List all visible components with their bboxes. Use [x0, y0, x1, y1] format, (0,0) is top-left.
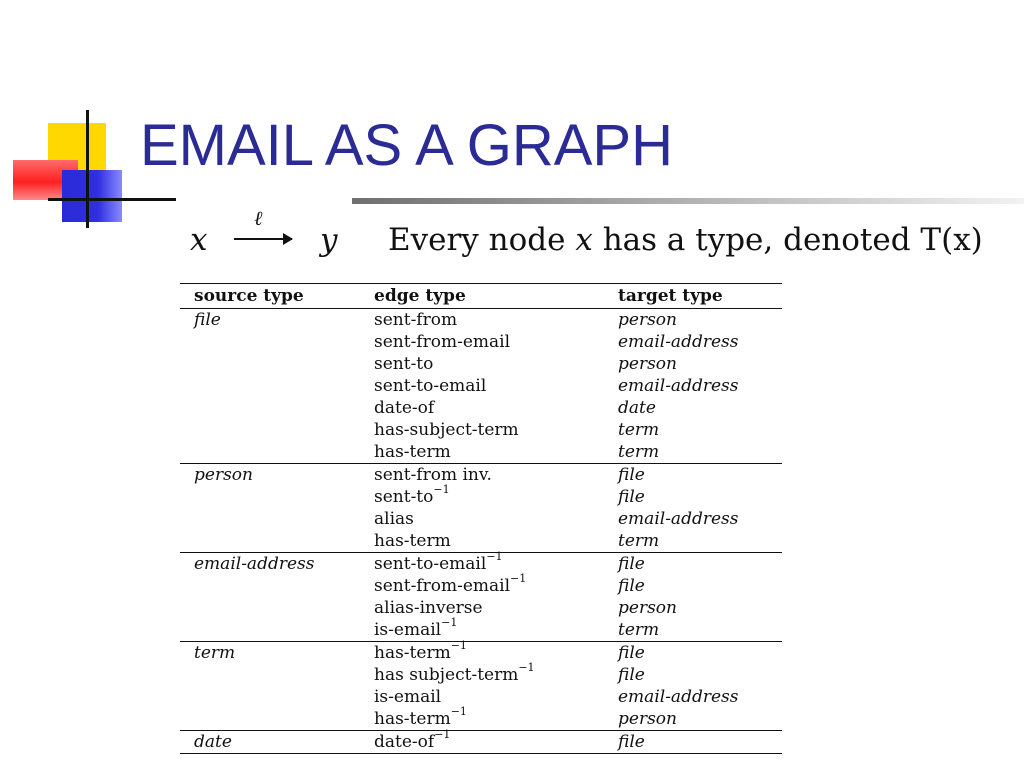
inverse-superscript: −1 [510, 572, 527, 586]
target-type-cell: email-address [618, 332, 739, 352]
table-row [180, 553, 782, 576]
target-type-cell: file [618, 665, 645, 685]
edge-type-cell [360, 530, 604, 553]
target-type-cell: email-address [618, 687, 739, 707]
header-target-type: target type [618, 286, 723, 306]
edge-type-label: sent-to [374, 354, 434, 374]
source-type-cell: file [194, 310, 221, 330]
table-row [180, 708, 782, 731]
edge-type-label: alias [374, 509, 414, 529]
edge-type-cell [360, 686, 604, 708]
description-post: has a type, denoted T(x) [592, 222, 983, 258]
edge-type-label: sent-to-email [374, 376, 487, 396]
table-row [180, 619, 782, 642]
edge-type-label: sent-from-email [374, 576, 511, 596]
edge-type-label: has-term [374, 643, 451, 663]
edge-type-label: sent-from [374, 310, 458, 330]
decorative-horizontal-line-left [48, 198, 176, 201]
target-type-cell: person [618, 354, 677, 374]
source-type-cell [180, 441, 360, 464]
inverse-superscript: −1 [441, 616, 458, 630]
table-group [180, 464, 782, 553]
edge-type-label: date-of [374, 732, 435, 752]
target-type-cell: date [618, 398, 656, 418]
edge-type-cell [360, 464, 604, 487]
target-type-cell: file [618, 465, 645, 485]
source-type-cell [180, 397, 360, 419]
source-type-cell: date [194, 732, 232, 752]
edge-type-label: sent-from-email [374, 332, 511, 352]
edge-type-label: is-email [374, 687, 442, 707]
description-variable: x [575, 222, 593, 258]
edge-type-cell [360, 728, 604, 754]
table-row [180, 508, 782, 530]
source-type-cell [180, 575, 360, 597]
edge-type-label: date-of [374, 398, 435, 418]
type-description [388, 222, 983, 258]
edge-type-label: has-term [374, 709, 451, 729]
target-type-cell: file [618, 576, 645, 596]
edge-formula [190, 206, 1020, 264]
source-type-cell [180, 619, 360, 642]
table-row [180, 731, 782, 754]
table-row [180, 530, 782, 553]
edge-type-label: has-subject-term [374, 420, 519, 440]
target-type-cell: person [618, 709, 677, 729]
source-type-cell [180, 331, 360, 353]
edge-type-cell [360, 705, 604, 731]
source-type-cell [180, 597, 360, 619]
table-group [180, 728, 782, 754]
table-row [180, 664, 782, 686]
edge-type-label: is-email [374, 620, 442, 640]
inverse-superscript: −1 [486, 550, 503, 564]
target-type-cell: person [618, 310, 677, 330]
edge-type-cell [360, 508, 604, 530]
table-row [180, 419, 782, 441]
title-underline [352, 198, 1024, 204]
inverse-superscript: −1 [450, 705, 467, 719]
table-group [180, 309, 782, 464]
target-type-cell: term [618, 420, 660, 440]
edge-type-cell [360, 375, 604, 397]
table-row [180, 441, 782, 464]
edge-type-cell [360, 661, 604, 686]
table-row [180, 309, 782, 332]
target-type-cell: file [618, 643, 645, 663]
edge-type-cell [360, 616, 604, 642]
table-group [180, 550, 782, 642]
arrow-icon [234, 238, 292, 240]
inverse-superscript: −1 [433, 483, 450, 497]
edge-type-label: sent-to-email [374, 554, 487, 574]
edge-type-cell [360, 309, 604, 332]
edge-type-label: sent-to [374, 487, 434, 507]
table-row [180, 353, 782, 375]
edge-type-cell [360, 419, 604, 441]
table-row [180, 597, 782, 619]
edge-type-table [180, 283, 782, 754]
target-type-cell: file [618, 487, 645, 507]
table-row [180, 486, 782, 508]
header-source-type: source type [194, 286, 304, 306]
table-row [180, 397, 782, 419]
edge-type-cell [360, 331, 604, 353]
slide-title: EMAIL AS A GRAPH [140, 113, 673, 178]
edge-type-cell [360, 639, 604, 665]
source-type-cell [180, 664, 360, 686]
target-type-cell: file [618, 732, 645, 752]
target-type-cell: email-address [618, 376, 739, 396]
table-row [180, 575, 782, 597]
source-type-cell [180, 486, 360, 508]
source-variable: x [190, 222, 208, 258]
description-pre: Every node [388, 222, 576, 258]
edge-type-label: has-term [374, 531, 451, 551]
table-group [180, 639, 782, 731]
edge-type-label: sent-from inv. [374, 465, 492, 485]
table-row [180, 464, 782, 487]
edge-type-label: has subject-term [374, 665, 519, 685]
table-header-row [180, 284, 782, 309]
target-type-cell: file [618, 554, 645, 574]
source-type-cell [180, 686, 360, 708]
decorative-vertical-line [86, 110, 89, 228]
inverse-superscript: −1 [434, 728, 451, 742]
table-row [180, 375, 782, 397]
target-type-cell: term [618, 620, 660, 640]
edge-label: ℓ [254, 206, 263, 230]
source-type-cell [180, 530, 360, 553]
target-type-cell: term [618, 531, 660, 551]
header-edge-type: edge type [374, 286, 466, 306]
target-variable: y [320, 222, 338, 258]
edge-type-cell [360, 597, 604, 619]
table-row [180, 642, 782, 665]
source-type-cell: email-address [194, 554, 315, 574]
edge-type-cell [360, 353, 604, 375]
source-type-cell [180, 508, 360, 530]
edge-type-label: has-term [374, 442, 451, 462]
table-row [180, 686, 782, 708]
inverse-superscript: −1 [450, 639, 467, 653]
inverse-superscript: −1 [518, 661, 535, 675]
target-type-cell: person [618, 598, 677, 618]
table-row [180, 331, 782, 353]
source-type-cell: person [194, 465, 253, 485]
decorative-blue-square [62, 170, 122, 222]
source-type-cell: term [194, 643, 236, 663]
edge-type-cell [360, 397, 604, 419]
source-type-cell [180, 419, 360, 441]
target-type-cell: term [618, 442, 660, 462]
source-type-cell [180, 375, 360, 397]
source-type-cell [180, 708, 360, 731]
edge-type-cell [360, 441, 604, 464]
target-type-cell: email-address [618, 509, 739, 529]
edge-type-cell [360, 483, 604, 508]
source-type-cell [180, 353, 360, 375]
edge-type-label: alias-inverse [374, 598, 483, 618]
edge-type-cell [360, 572, 604, 597]
edge-type-cell [360, 550, 604, 576]
